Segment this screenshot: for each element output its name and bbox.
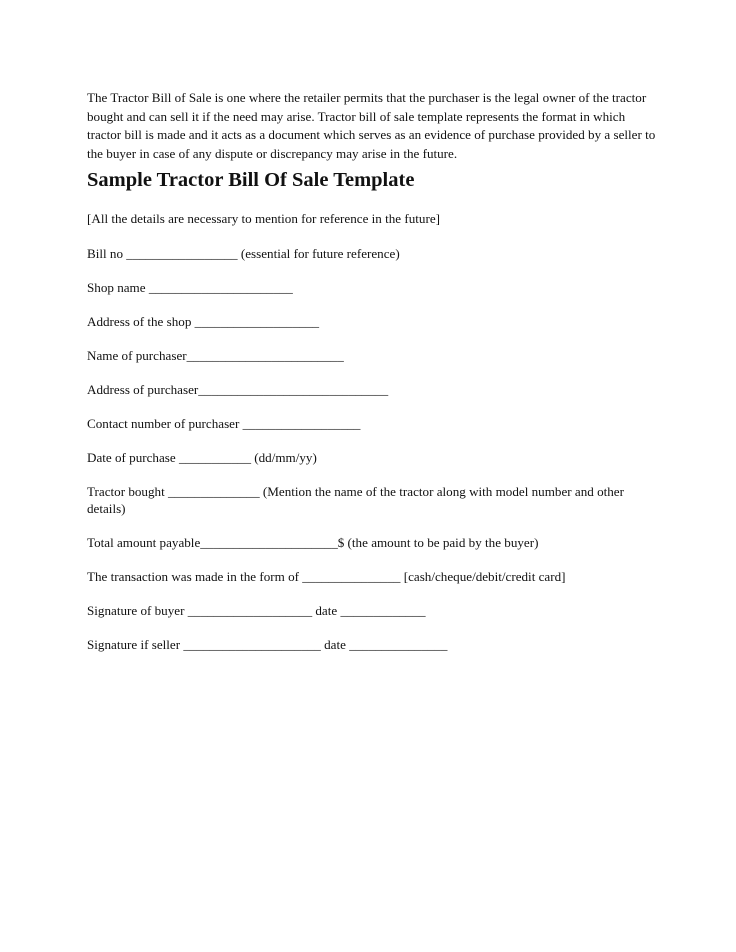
purchaser-address-field: Address of purchaser_____________________________ [87, 382, 389, 397]
details-note: [All the details are necessary to mention for reference in the future] [87, 211, 441, 226]
shop-address-field: Address of the shop ___________________ [87, 314, 320, 329]
shop-name-field: Shop name ______________________ [87, 280, 293, 295]
intro-paragraph: The Tractor Bill of Sale is one where the retailer permits that the purchaser is the legal owner of the tractor bought and can sell it if the need may arise. Tractor bill of sale template represents the format in which tractor bill is made and it acts as a document which serves as an evidence of purchase provided by a seller to the buyer in case of any dispute or discrepancy may arise in the future. [87, 90, 656, 161]
bill-no-field: Bill no _________________ (essential for future reference) [87, 246, 400, 261]
total-amount-field: Total amount payable_____________________$ (the amount to be paid by the buyer) [87, 535, 539, 550]
document-title: Sample Tractor Bill Of Sale Template [87, 169, 415, 191]
seller-signature-field: Signature if seller _____________________ date _______________ [87, 637, 448, 652]
purchaser-name-field: Name of purchaser________________________ [87, 348, 344, 363]
purchaser-contact-field: Contact number of purchaser __________________ [87, 416, 361, 431]
buyer-signature-field: Signature of buyer ___________________ date _____________ [87, 603, 426, 618]
tractor-bought-field: Tractor bought ______________ (Mention the name of the tractor along with model number and other details) [87, 484, 624, 516]
purchase-date-field: Date of purchase ___________ (dd/mm/yy) [87, 450, 317, 465]
transaction-form-field: The transaction was made in the form of _______________ [cash/cheque/debit/credit card] [87, 569, 566, 584]
